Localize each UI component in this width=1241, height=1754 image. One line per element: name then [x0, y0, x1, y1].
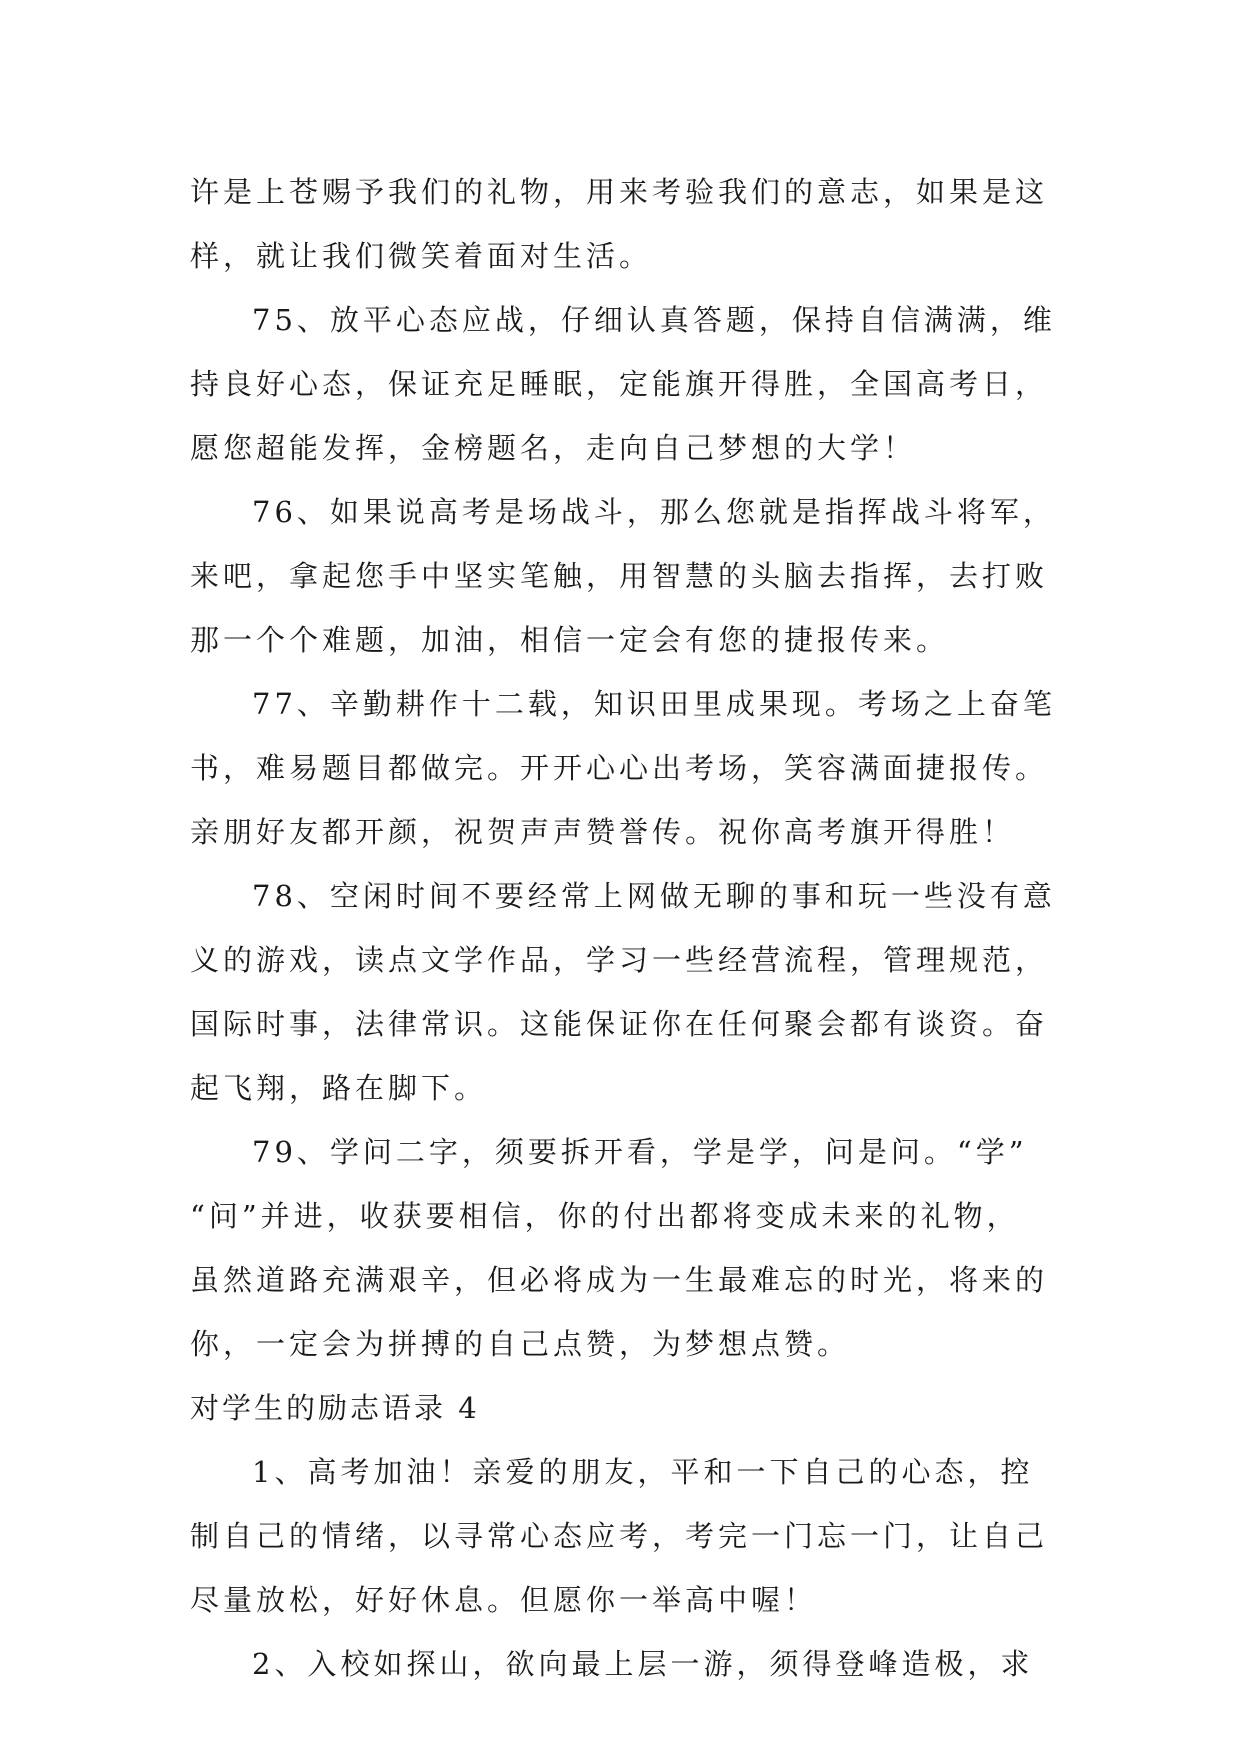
paragraph: [190, 160, 1070, 288]
text-line: 义的游戏，读点文学作品，学习一些经营流程，管理规范，: [190, 943, 1049, 977]
paragraph-79: [190, 1120, 1070, 1376]
text-line: 76、如果说高考是场战斗，那么您就是指挥战斗将军，: [252, 495, 1056, 529]
text-line: 你，一定会为拼搏的自己点赞，为梦想点赞。: [190, 1327, 851, 1361]
section-heading: 对学生的励志语录 4: [190, 1391, 480, 1425]
paragraph-78: [190, 864, 1070, 1120]
text-line: 制自己的情绪，以寻常心态应考，考完一门忘一门，让自己: [190, 1519, 1049, 1553]
text-line: 1、高考加油！亲爱的朋友，平和一下自己的心态，控: [252, 1455, 1034, 1489]
text-line: 书，难易题目都做完。开开心心出考场，笑容满面捷报传。: [190, 751, 1049, 785]
text-line: 尽量放松，好好休息。但愿你一举高中喔！: [190, 1583, 818, 1617]
text-line: 亲朋好友都开颜，祝贺声声赞誉传。祝你高考旗开得胜！: [190, 815, 1016, 849]
text-line: 那一个个难题，加油，相信一定会有您的捷报传来。: [190, 623, 950, 657]
text-line: 78、空闲时间不要经常上网做无聊的事和玩一些没有意: [252, 879, 1056, 913]
paragraph-75: [190, 288, 1070, 480]
paragraph-1: [190, 1440, 1070, 1632]
text-line: 持良好心态，保证充足睡眠，定能旗开得胜，全国高考日，: [190, 367, 1049, 401]
text-line: 2、入校如探山，欲向最上层一游，须得登峰造极，求: [252, 1647, 1034, 1681]
paragraph-76: [190, 480, 1070, 672]
text-line: 虽然道路充满艰辛，但必将成为一生最难忘的时光，将来的: [190, 1263, 1049, 1297]
document-page: [190, 160, 1070, 1696]
text-line: “问”并进，收获要相信，你的付出都将变成未来的礼物，: [190, 1199, 1020, 1233]
text-line: 来吧，拿起您手中坚实笔触，用智慧的头脑去指挥，去打败: [190, 559, 1049, 593]
text-line: 愿您超能发挥，金榜题名，走向自己梦想的大学！: [190, 431, 917, 465]
text-line: 许是上苍赐予我们的礼物，用来考验我们的意志，如果是这: [190, 175, 1049, 209]
paragraph-77: [190, 672, 1070, 864]
paragraph-2: [190, 1632, 1070, 1696]
text-line: 77、辛勤耕作十二载，知识田里成果现。考场之上奋笔: [252, 687, 1056, 721]
text-line: 国际时事，法律常识。这能保证你在任何聚会都有谈资。奋: [190, 1007, 1049, 1041]
text-line: 样，就让我们微笑着面对生活。: [190, 239, 653, 273]
text-line: 75、放平心态应战，仔细认真答题，保持自信满满，维: [252, 303, 1056, 337]
text-line: 起飞翔，路在脚下。: [190, 1071, 488, 1105]
text-line: 79、学问二字，须要拆开看，学是学，问是问。“学”: [252, 1135, 1028, 1169]
